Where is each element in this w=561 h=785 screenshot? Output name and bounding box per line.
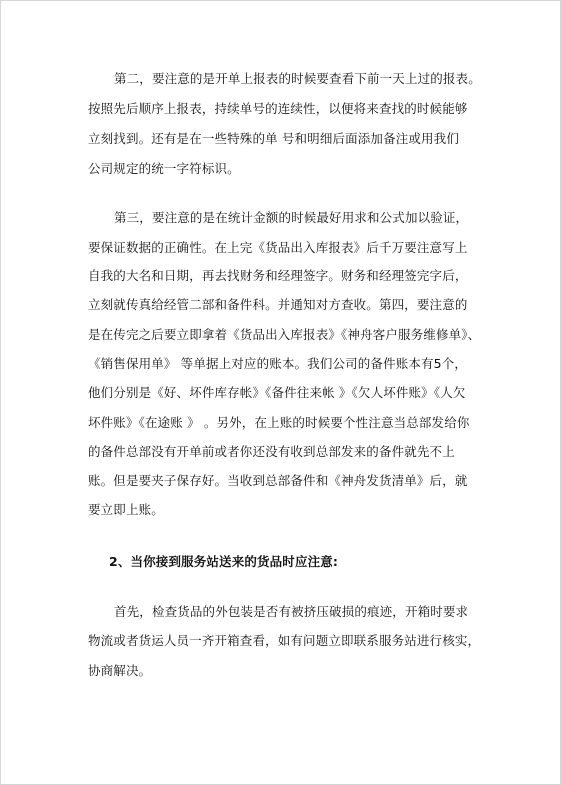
paragraph-2-line-5: 是在传完之后要立即拿着《货品出入库报表》《神舟客户服务维修单》、: [88, 327, 481, 342]
paragraph-3-line-2: 物流或者货运人员一齐开箱查看，如有问题立即联系服务站进行核实，: [88, 633, 481, 648]
paragraph-2-line-3: 自我的大名和日期，再去找财务和经理签字。财务和经理签完字后，: [88, 268, 468, 283]
paragraph-1-line-4: 公司规定的统一字符标识。: [88, 161, 240, 176]
paragraph-2-line-2: 要保证数据的正确性。在上完《货品出入库报表》后千万要注意写上: [88, 240, 468, 255]
paragraph-1-line-1: 第二，要注意的是开单上报表的时候要查看下前一天上过的报表。: [114, 71, 481, 86]
paragraph-2-line-11: 要立即上账。: [88, 502, 164, 517]
paragraph-3-line-1: 首先，检查货品的外包装是否有被挤压破损的痕迹，开箱时要求: [114, 604, 469, 619]
paragraph-2-line-7: 他们分别是《好、坏件库存帐》《备件往来帐 》《欠人坏件账》《人欠: [88, 385, 466, 400]
paragraph-1-line-3: 立刻找到。还有是在一些特殊的单 号和明细后面添加备注或用我们: [88, 131, 459, 146]
paragraph-2-line-1: 第三，要注意的是在统计金额的时候最好用求和公式加以验证，: [114, 210, 469, 225]
paragraph-1-line-2: 按照先后顺序上报表，持续单号的连续性，以便将来查找的时候能够: [88, 101, 468, 116]
paragraph-2-line-6: 《销售保用单》 等单据上对应的账本。我们公司的备件账本有5个，: [88, 356, 468, 371]
section-heading: 2、当你接到服务站送来的货品时应注意:: [109, 554, 339, 569]
paragraph-2-line-8: 坏件账》《在途账 》 。另外，在上账的时候要个性注意当总部发给你: [88, 415, 470, 430]
paragraph-3-line-3: 协商解决。: [88, 663, 152, 678]
paragraph-2-line-10: 账。但是要夹子保存好。当收到总部备件和《神舟发货清单》后，就: [88, 473, 468, 488]
paragraph-2-line-9: 的备件总部没有开单前或者你还没有收到总部发来的备件就先不上: [88, 444, 455, 459]
paragraph-2-line-4: 立刻就传真给经管二部和备件科。并通知对方查收。第四，要注意的: [88, 297, 468, 312]
